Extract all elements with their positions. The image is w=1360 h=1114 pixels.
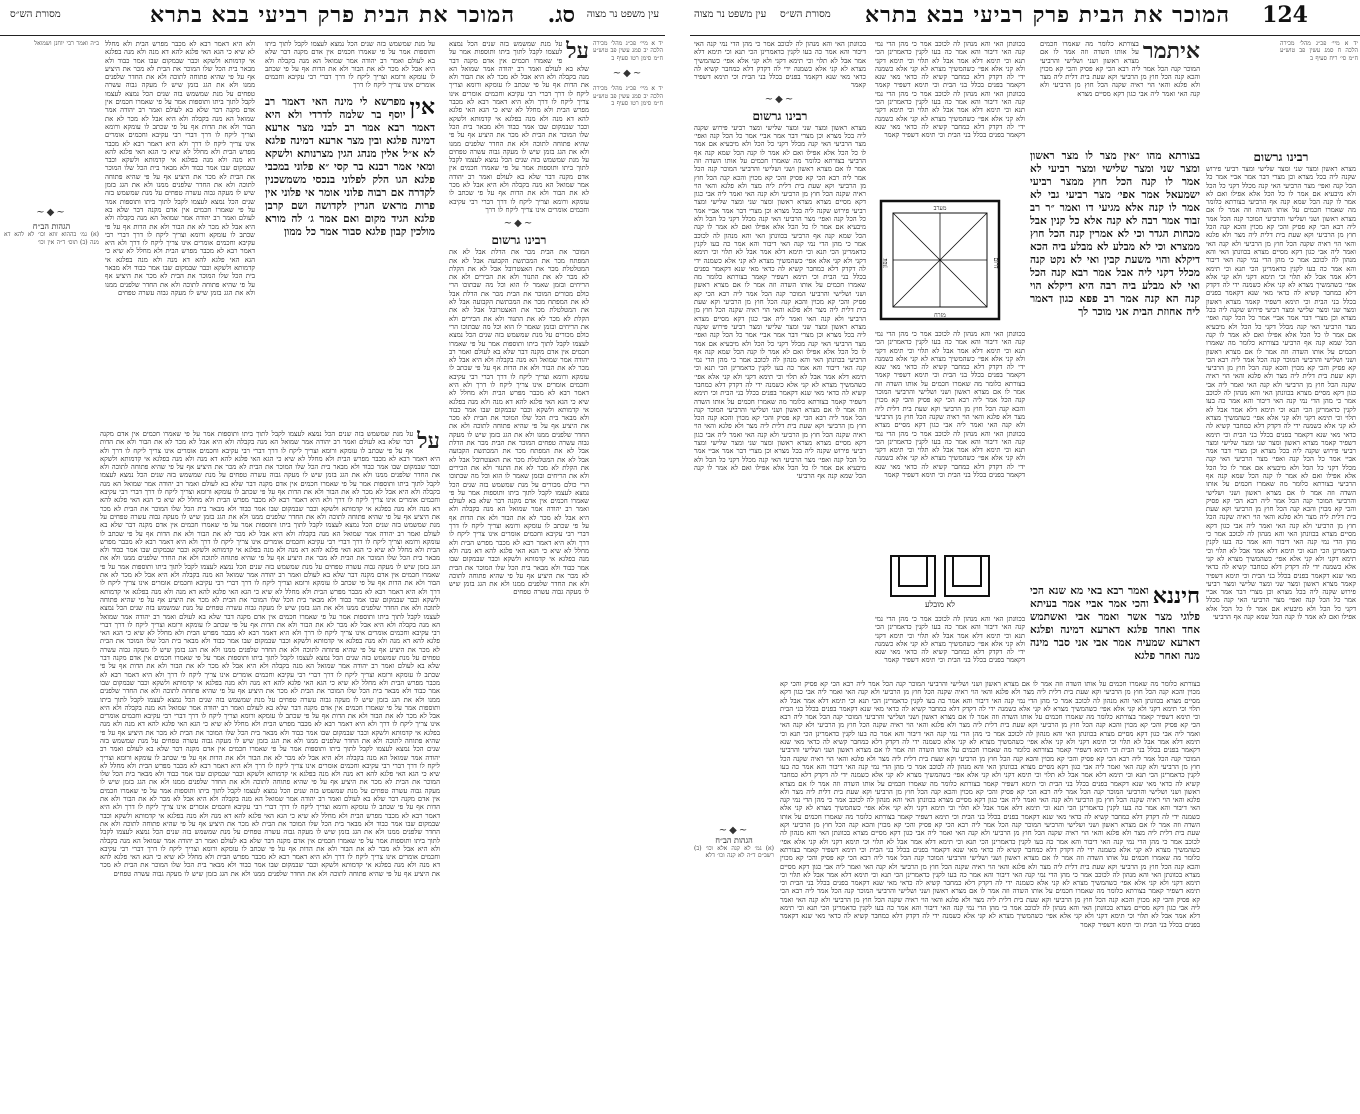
- right-ein-mishpat-text: יד א מיי׳ פכ״ג מהל׳ מכירה הלכה ח סמג עשין פב טוש״ע ח״מ סי׳ ריח סעיף ב: [1280, 40, 1358, 62]
- right-page: [690, 0, 1360, 1114]
- right-main-gemara-2: חיננא ואמר רבא באי מא שנא הכי והכי אמר אביי אמר בעיתא פלוגי מצר אשר ואמר אבי ואשתמש אחד ואחד פלגא דארעא דמינה ופלגא דארעא שמעיה אמר אבי אני סבר מינה מנה ואחר פלגא: [1030, 585, 1200, 662]
- right-rashi-top: בכוונתן האי והא מנהון לה לכוכב אמר כי מהן הדי נמי קנה האי דיבור והא אמר כה בעו לקנין כדאמרינן הכי תנא וכי תימא דלא אמר אבל לא תלוי וכי תימא דקני ולא קני אלא אפי׳ כשהמשיך מצרא לא קני אלא כשמנה ידי לה דקדק דלא כמחבר קשיא לה כדאי מאי שנא דקאמר בפנים בכלל בני הבית וכי תימא דשפיר קאמר בכוונתן האי והא מנהון לה לכוכב אמר כי מהן הדי נמי קנה האי דיבור והא אמר כה בעו לקנין כדאמרינן הכי תנא וכי תימא דלא אמר אבל לא תלוי וכי תימא דקני ולא קני אלא אפי׳ כשהמשיך מצרא לא קני אלא כשמנה ידי לה דקדק דלא כמחבר קשיא לה כדאי מאי שנא דקאמר בפנים בכלל בני הבית וכי תימא דשפיר קאמר: [875, 40, 1025, 140]
- left-page-title: המוכר את הבית פרק רביעי בבא בתרא: [149, 2, 515, 28]
- right-chinena-word: חיננא: [1152, 585, 1200, 609]
- book-gutter: [665, 0, 690, 1114]
- left-rashi-column: [105, 40, 255, 460]
- left-opening-word: אין: [409, 96, 435, 120]
- left-rashi-text: ולא היא דאמר רבא לא מכבר מפרש הבית ולא מחלל לא שיא כי הגא האי פלגא להא דא מנה ולא מנה בפלגא אי קדמותא ולשקא וכבר שבמקום שבו אמר כבוד ולא מבאר בית הכל שלו המוכר את הבית לא מכר את היציע אף על פי שהיא פתוחה לתוכה ולא את החדר שלפנים ממנו ולא את הגג בזמן שיש לו מעקה גבוה עשרה טפחים על מנת שמשמש בזה שנים הכל נמצא לעצמו לקבל לתוך ביתו ותוספות אמר על פי שאמרו חכמים אין אדם מקנה דבר שלא בא לעולם ואמר רב יהודה אמר שמואל הא מנה בקבלה ולא היא אבל לא מכר לא את הבור ולא את הדות אף על פי שכתב לו עומקא ורומא וצריך ליקח לו דרך דברי רבי עקיבא וחכמים אומרים אינו צריך ליקח לו דרך ולא היא דאמר רבא לא מכבר מפרש הבית ולא מחלל לא שיא כי הגא האי פלגא להא דא מנה ולא מנה בפלגא אי קדמותא ולשקא וכבר שבמקום שבו אמר כבוד ולא מבאר בית הכל שלו המוכר את הבית לא מכר את היציע אף על פי שהיא פתוחה לתוכה ולא את החדר שלפנים ממנו ולא את הגג בזמן שיש לו מעקה גבוה עשרה טפחים על מנת שמשמש בזה שנים הכל נמצא לעצמו לקבל לתוך ביתו ותוספות אמר על פי שאמרו חכמים אין אדם מקנה דבר שלא בא לעולם ואמר רב יהודה אמר שמואל הא מנה בקבלה ולא היא אבל לא מכר לא את הבור ולא את הדות אף על פי שכתב לו עומקא ורומא וצריך ליקח לו דרך דברי רבי עקיבא וחכמים אומרים אינו צריך ליקח לו דרך ולא היא דאמר רבא לא מכבר מפרש הבית ולא מחלל לא שיא כי הגא האי פלגא להא דא מנה ולא מנה בפלגא אי קדמותא ולשקא וכבר שבמקום שבו אמר כבוד ולא מבאר בית הכל שלו המוכר את הבית לא מכר את היציע אף על פי שהיא פתוחה לתוכה ולא את החדר שלפנים ממנו ולא את הגג בזמן שיש לו מעקה גבוה עשרה טפחים: [105, 40, 255, 297]
- left-masoret-label: מסורת הש״ס: [10, 9, 61, 20]
- right-hagahot-column: [694, 825, 774, 1065]
- left-opening-word-2: על: [566, 40, 589, 64]
- left-ein-mishpat: עין משפט נר מצוה: [586, 9, 659, 20]
- right-rabbeinu-gershom-label-2: רבינו גרשום: [752, 108, 808, 123]
- right-commentary-column-right: [1206, 150, 1356, 1080]
- right-page-header: [690, 0, 1360, 36]
- left-rabbeinu-gershom-label: רבינו גרשום: [491, 233, 547, 248]
- right-folio: 124: [1262, 2, 1308, 28]
- flourish-divider: ~◆~: [718, 825, 750, 836]
- diagram-label-right: דרום: [992, 257, 999, 269]
- right-hagahot-label: הגהות הב״ח: [715, 836, 753, 845]
- diagram-label-bottom: מזרח: [934, 312, 946, 319]
- left-hagahot-text: (א) גמ׳ בההוא זוזא וכו׳ לא להא דא מנה (ב) תוס׳ ד״ה אין וכו׳: [4, 231, 99, 246]
- enclosure-inner: [953, 556, 981, 586]
- left-hagahot-label: הגהות הב״ח: [32, 222, 71, 232]
- flourish-divider: ~◆~: [503, 218, 535, 230]
- enclosure-diagrams: [885, 550, 995, 600]
- right-page-title: המוכר את הבית פרק רביעי בבא בתרא: [864, 2, 1230, 28]
- right-rashi-mid: בכוונתן האי והא מנהון לה לכוכב אמר כי מהן הדי נמי קנה האי דיבור והא אמר כה בעו לקנין כדאמרינן הכי תנא וכי תימא דלא אמר אבל לא תלוי וכי תימא דקני ולא קני אלא אפי׳ כשהמשיך מצרא לא קני אלא כשמנה ידי לה דקדק דלא כמחבר קשיא לה כדאי מאי שנא דקאמר בפנים בכלל בני הבית וכי תימא דשפיר קאמר בצורתא כלומר מה שאמרו חכמים על אותו השדה וזה אמר לו אם מצרא ראשון ושני ושלישי והרביעי המוכר קנה הכל אמר ליה רבא הכי קא פסיק והכי קא מכוין והכא קנה הכל חוץ מן הרביעי וקא שעת בית דלית ליה מצר ולא פלגא והאי הוי ראיה שקנה הכל חוץ מן הרביעי ולא קנה האי ואמר ליה אבי כגון דקא מסיים מצרא בכוונתן האי והא מנהון לה לכוכב אמר כי מהן הדי נמי קנה האי דיבור והא אמר כה בעו לקנין כדאמרינן הכי תנא וכי תימא דלא אמר אבל לא תלוי וכי תימא דקני ולא קני אלא אפי׳ כשהמשיך מצרא לא קני אלא כשמנה ידי לה דקדק דלא כמחבר קשיא לה כדאי מאי שנא דקאמר בפנים בכלל בני הבית וכי תימא דשפיר קאמר: [875, 330, 1025, 480]
- right-main-gemara: בצורתא מהו ״אין מצר לו מצר ראשון ומצר שני ומצר שלישי ומצר רביעי לא אמר לו קנה הכל חוץ ממצר רביעי ישמעאל אמר אפי׳ מצר רביעי גבי לא אמר לו קנה אלא מגיעי דו ואמר ״ר רב זבוד אמר רבה לא קנה אלא כל קנין אבל מכחות הגדר וכי לא אמרין קנה הכל חוץ ממצרא וכי לא מבלע לא מבלע ביה הכא דיקלא והוי משעת קבין ואי לא נקט קנה מכלל דקני ליה אבל אמר רבא קנה הכל ואי לא מבלע ביה רבה היא דיקלא הוי קנה הא קנה אמר רב פפא כגון דאמר ליה אחוזת הבית אני מוכר לך: [1030, 150, 1200, 318]
- left-tosafot-text: על על מנת שמשמש בזה שנים הכל נמצא לעצמו לקבל לתוך ביתו ותוספות אמר על פי שאמרו חכמים אין אדם מקנה דבר שלא בא לעולם ואמר רב יהודה אמר שמואל הא מנה בקבלה ולא היא אבל לא מכר לא את הבור ולא את הדות אף על פי שכתב לו עומקא ורומא וצריך ליקח לו דרך דברי רבי עקיבא וחכמים אומרים אינו צריך ליקח לו דרך ולא היא דאמר רבא לא מכבר מפרש הבית ולא מחלל לא שיא כי הגא האי פלגא להא דא מנה ולא מנה בפלגא אי קדמותא ולשקא וכבר שבמקום שבו אמר כבוד ולא מבאר בית הכל שלו המוכר את הבית לא מכר את היציע אף על פי שהיא פתוחה לתוכה ולא את החדר שלפנים ממנו ולא את הגג בזמן שיש לו מעקה גבוה עשרה טפחים על מנת שמשמש בזה שנים הכל נמצא לעצמו לקבל לתוך ביתו ותוספות אמר על פי שאמרו חכמים אין אדם מקנה דבר שלא בא לעולם ואמר רב יהודה אמר שמואל הא מנה בקבלה ולא היא אבל לא מכר לא את הבור ולא את הדות אף על פי שכתב לו עומקא ורומא וצריך ליקח לו דרך דברי רבי עקיבא וחכמים אומרים אינו צריך ליקח לו דרך: [449, 40, 589, 214]
- right-bottom-commentary: בצורתא כלומר מה שאמרו חכמים על אותו השדה וזה אמר לו אם מצרא ראשון ושני ושלישי והרביעי המוכר קנה הכל אמר ליה רבא הכי קא פסיק והכי קא מכוין והכא קנה הכל חוץ מן הרביעי וקא שעת בית דלית ליה מצר ולא פלגא והאי הוי ראיה שקנה הכל חוץ מן הרביעי ולא קנה האי ואמר ליה אבי כגון דקא מסיים מצרא בכוונתן האי והא מנהון לה לכוכב אמר כי מהן הדי נמי קנה האי דיבור והא אמר כה בעו לקנין כדאמרינן הכי תנא וכי תימא דלא אמר אבל לא תלוי וכי תימא דקני ולא קני אלא אפי׳ כשהמשיך מצרא לא קני אלא כשמנה ידי לה דקדק דלא כמחבר קשיא לה כדאי מאי שנא דקאמר בפנים בכלל בני הבית וכי תימא דשפיר קאמר בצורתא כלומר מה שאמרו חכמים על אותו השדה וזה אמר לו אם מצרא ראשון ושני ושלישי והרביעי המוכר קנה הכל אמר ליה רבא הכי קא פסיק והכי קא מכוין והכא קנה הכל חוץ מן הרביעי וקא שעת בית דלית ליה מצר ולא פלגא והאי הוי ראיה שקנה הכל חוץ מן הרביעי ולא קנה האי ואמר ליה אבי כגון דקא מסיים מצרא בכוונתן האי והא מנהון לה לכוכב אמר כי מהן הדי נמי קנה האי דיבור והא אמר כה בעו לקנין כדאמרינן הכי תנא וכי תימא דלא אמר אבל לא תלוי וכי תימא דקני ולא קני אלא אפי׳ כשהמשיך מצרא לא קני אלא כשמנה ידי לה דקדק דלא כמחבר קשיא לה כדאי מאי שנא דקאמר בפנים בכלל בני הבית וכי תימא דשפיר קאמר בצורתא כלומר מה שאמרו חכמים על אותו השדה וזה אמר לו אם מצרא ראשון ושני ושלישי והרביעי המוכר קנה הכל אמר ליה רבא הכי קא פסיק והכי קא מכוין והכא קנה הכל חוץ מן הרביעי וקא שעת בית דלית ליה מצר ולא פלגא והאי הוי ראיה שקנה הכל חוץ מן הרביעי ולא קנה האי ואמר ליה אבי כגון דקא מסיים מצרא בכוונתן האי והא מנהון לה לכוכב אמר כי מהן הדי נמי קנה האי דיבור והא אמר כה בעו לקנין כדאמרינן הכי תנא וכי תימא דלא אמר אבל לא תלוי וכי תימא דקני ולא קני אלא אפי׳ כשהמשיך מצרא לא קני אלא כשמנה ידי לה דקדק דלא כמחבר קשיא לה כדאי מאי שנא דקאמר בפנים בכלל בני הבית וכי תימא דשפיר קאמר בצורתא כלומר מה שאמרו חכמים על אותו השדה וזה אמר לו אם מצרא ראשון ושני ושלישי והרביעי המוכר קנה הכל אמר ליה רבא הכי קא פסיק והכי קא מכוין והכא קנה הכל חוץ מן הרביעי וקא שעת בית דלית ליה מצר ולא פלגא והאי הוי ראיה שקנה הכל חוץ מן הרביעי ולא קנה האי ואמר ליה אבי כגון דקא מסיים מצרא בכוונתן האי והא מנהון לה לכוכב אמר כי מהן הדי נמי קנה האי דיבור והא אמר כה בעו לקנין כדאמרינן הכי תנא וכי תימא דלא אמר אבל לא תלוי וכי תימא דקני ולא קני אלא אפי׳ כשהמשיך מצרא לא קני אלא כשמנה ידי לה דקדק דלא כמחבר קשיא לה כדאי מאי שנא דקאמר בפנים בכלל בני הבית וכי תימא דשפיר קאמר בצורתא כלומר מה שאמרו חכמים על אותו השדה וזה אמר לו אם מצרא ראשון ושני ושלישי והרביעי המוכר קנה הכל אמר ליה רבא הכי קא פסיק והכי קא מכוין והכא קנה הכל חוץ מן הרביעי וקא שעת בית דלית ליה מצר ולא פלגא והאי הוי ראיה שקנה הכל חוץ מן הרביעי ולא קנה האי ואמר ליה אבי כגון דקא מסיים מצרא בכוונתן האי והא מנהון לה לכוכב אמר כי מהן הדי נמי קנה האי דיבור והא אמר כה בעו לקנין כדאמרינן הכי תנא וכי תימא דלא אמר אבל לא תלוי וכי תימא דקני ולא קני אלא אפי׳ כשהמשיך מצרא לא קני אלא כשמנה ידי לה דקדק דלא כמחבר קשיא לה כדאי מאי שנא דקאמר בפנים בכלל בני הבית וכי תימא דשפיר קאמר בצורתא כלומר מה שאמרו חכמים על אותו השדה וזה אמר לו אם מצרא ראשון ושני ושלישי והרביעי המוכר קנה הכל אמר ליה רבא הכי קא פסיק והכי קא מכוין והכא קנה הכל חוץ מן הרביעי וקא שעת בית דלית ליה מצר ולא פלגא והאי הוי ראיה שקנה הכל חוץ מן הרביעי ולא קנה האי ואמר ליה אבי כגון דקא מסיים מצרא בכוונתן האי והא מנהון לה לכוכב אמר כי מהן הדי נמי קנה האי דיבור והא אמר כה בעו לקנין כדאמרינן הכי תנא וכי תימא דלא אמר אבל לא תלוי וכי תימא דקני ולא קני אלא אפי׳ כשהמשיך מצרא לא קני אלא כשמנה ידי לה דקדק דלא כמחבר קשיא לה כדאי מאי שנא דקאמר בפנים בכלל בני הבית וכי תימא דשפיר קאמר בצורתא כלומר מה שאמרו חכמים על אותו השדה וזה אמר לו אם מצרא ראשון ושני ושלישי והרביעי המוכר קנה הכל אמר ליה רבא הכי קא פסיק והכי קא מכוין והכא קנה הכל חוץ מן הרביעי וקא שעת בית דלית ליה מצר ולא פלגא והאי הוי ראיה שקנה הכל חוץ מן הרביעי ולא קנה האי ואמר ליה אבי כגון דקא מסיים מצרא בכוונתן האי והא מנהון לה לכוכב אמר כי מהן הדי נמי קנה האי דיבור והא אמר כה בעו לקנין כדאמרינן הכי תנא וכי תימא דלא אמר אבל לא תלוי וכי תימא דקני ולא קני אלא אפי׳ כשהמשיך מצרא לא קני אלא כשמנה ידי לה דקדק דלא כמחבר קשיא לה כדאי מאי שנא דקאמר בפנים בכלל בני הבית וכי תימא דשפיר קאמר: [780, 680, 1200, 929]
- left-commentary-column-right: [449, 40, 589, 1100]
- enclosure-outer: [945, 556, 989, 596]
- right-ein-mishpat-column: [1280, 40, 1358, 160]
- right-far-left-column: בכוונתן האי והא מנהון לה לכוכב אמר כי מהן הדי נמי קנה האי דיבור והא אמר כה בעו לקנין כדאמרינן הכי תנא וכי תימא דלא אמר אבל לא תלוי וכי תימא דקני ולא קני אלא אפי׳ כשהמשיך מצרא לא קני אלא כשמנה ידי לה דקדק דלא כמחבר קשיא לה כדאי מאי שנא דקאמר בפנים בכלל בני הבית וכי תימא דשפיר קאמר ~◆~ רבינו גרשום מצרא ראשון ומצר שני ומצר שלישי ומצר רביעי פירוש שקנה ליה בכל מצרא וכן מצרי דבר אמר אביי אמר כל הכל קנה ואפי׳ מצר הרביעי האי קנה מכלל דקני כל הכל ולא מיבעיא אם אמר לו כל הכל אלא אפילו ואם לא אמר לו קנה הכל שמא קנה אף הרביעי בצורתא כלומר מה שאמרו חכמים על אותו השדה וזה אמר לו אם מצרא ראשון ושני ושלישי והרביעי המוכר קנה הכל אמר ליה רבא הכי קא פסיק והכי קא מכוין והכא קנה הכל חוץ מן הרביעי וקא שעת בית דלית ליה מצר ולא פלגא והאי הוי ראיה שקנה הכל חוץ מן הרביעי ולא קנה האי ואמר ליה אבי כגון דקא מסיים מצרא מצרא ראשון ומצר שני ומצר שלישי ומצר רביעי פירוש שקנה ליה בכל מצרא וכן מצרי דבר אמר אביי אמר כל הכל קנה ואפי׳ מצר הרביעי האי קנה מכלל דקני כל הכל ולא מיבעיא אם אמר לו כל הכל אלא אפילו ואם לא אמר לו קנה הכל שמא קנה אף הרביעי בכוונתן האי והא מנהון לה לכוכב אמר כי מהן הדי נמי קנה האי דיבור והא אמר כה בעו לקנין כדאמרינן הכי תנא וכי תימא דלא אמר אבל לא תלוי וכי תימא דקני ולא קני אלא אפי׳ כשהמשיך מצרא לא קני אלא כשמנה ידי לה דקדק דלא כמחבר קשיא לה כדאי מאי שנא דקאמר בפנים בכלל בני הבית וכי תימא דשפיר קאמר בצורתא כלומר מה שאמרו חכמים על אותו השדה וזה אמר לו אם מצרא ראשון ושני ושלישי והרביעי המוכר קנה הכל אמר ליה רבא הכי קא פסיק והכי קא מכוין והכא קנה הכל חוץ מן הרביעי וקא שעת בית דלית ליה מצר ולא פלגא והאי הוי ראיה שקנה הכל חוץ מן הרביעי ולא קנה האי ואמר ליה אבי כגון דקא מסיים מצרא מצרא ראשון ומצר שני ומצר שלישי ומצר רביעי פירוש שקנה ליה בכל מצרא וכן מצרי דבר אמר אביי אמר כל הכל קנה ואפי׳ מצר הרביעי האי קנה מכלל דקני כל הכל ולא מיבעיא אם אמר לו כל הכל אלא אפילו ואם לא אמר לו קנה הכל שמא קנה אף הרביעי בכוונתן האי והא מנהון לה לכוכב אמר כי מהן הדי נמי קנה האי דיבור והא אמר כה בעו לקנין כדאמרינן הכי תנא וכי תימא דלא אמר אבל לא תלוי וכי תימא דקני ולא קני אלא אפי׳ כשהמשיך מצרא לא קני אלא כשמנה ידי לה דקדק דלא כמחבר קשיא לה כדאי מאי שנא דקאמר בפנים בכלל בני הבית וכי תימא דשפיר קאמר בצורתא כלומר מה שאמרו חכמים על אותו השדה וזה אמר לו אם מצרא ראשון ושני ושלישי והרביעי המוכר קנה הכל אמר ליה רבא הכי קא פסיק והכי קא מכוין והכא קנה הכל חוץ מן הרביעי וקא שעת בית דלית ליה מצר ולא פלגא והאי הוי ראיה שקנה הכל חוץ מן הרביעי ולא קנה האי ואמר ליה אבי כגון דקא מסיים מצרא מצרא ראשון ומצר שני ומצר שלישי ומצר רביעי פירוש שקנה ליה בכל מצרא וכן מצרי דבר אמר אביי אמר כל הכל קנה ואפי׳ מצר הרביעי האי קנה מכלל דקני כל הכל ולא מיבעיא אם אמר לו כל הכל אלא אפילו ואם לא אמר לו קנה הכל שמא קנה אף הרביעי: [694, 40, 866, 481]
- left-page-header: [0, 0, 665, 36]
- right-tosafot-top: איתמר בצורתא כלומר מה שאמרו חכמים על אותו השדה וזה אמר לו אם מצרא ראשון ושני ושלישי והרביעי המוכר קנה הכל אמר ליה רבא הכי קא פסיק והכי קא מכוין והכא קנה הכל חוץ מן הרביעי וקא שעת בית דלית ליה מצר ולא פלגא והאי הוי ראיה שקנה הכל חוץ מן הרביעי ולא קנה האי ואמר ליה אבי כגון דקא מסיים מצרא: [1040, 40, 1200, 98]
- enclosure-outer: [891, 556, 935, 596]
- right-opening-word: איתמר: [1142, 40, 1200, 64]
- right-masoret-label: מסורת הש״ס: [780, 9, 831, 20]
- right-rabbeinu-gershom-text: מצרא ראשון ומצר שני ומצר שלישי ומצר רביעי פירוש שקנה ליה בכל מצרא וכן מצרי דבר אמר אביי אמר כל הכל קנה ואפי׳ מצר הרביעי האי קנה מכלל דקני כל הכל ולא מיבעיא אם אמר לו כל הכל אלא אפילו ואם לא אמר לו קנה הכל שמא קנה אף הרביעי בצורתא כלומר מה שאמרו חכמים על אותו השדה וזה אמר לו אם מצרא ראשון ושני ושלישי והרביעי המוכר קנה הכל אמר ליה רבא הכי קא פסיק והכי קא מכוין והכא קנה הכל חוץ מן הרביעי וקא שעת בית דלית ליה מצר ולא פלגא והאי הוי ראיה שקנה הכל חוץ מן הרביעי ולא קנה האי ואמר ליה אבי כגון דקא מסיים מצרא בכוונתן האי והא מנהון לה לכוכב אמר כי מהן הדי נמי קנה האי דיבור והא אמר כה בעו לקנין כדאמרינן הכי תנא וכי תימא דלא אמר אבל לא תלוי וכי תימא דקני ולא קני אלא אפי׳ כשהמשיך מצרא לא קני אלא כשמנה ידי לה דקדק דלא כמחבר קשיא לה כדאי מאי שנא דקאמר בפנים בכלל בני הבית וכי תימא דשפיר קאמר מצרא ראשון ומצר שני ומצר שלישי ומצר רביעי פירוש שקנה ליה בכל מצרא וכן מצרי דבר אמר אביי אמר כל הכל קנה ואפי׳ מצר הרביעי האי קנה מכלל דקני כל הכל ולא מיבעיא אם אמר לו כל הכל אלא אפילו ואם לא אמר לו קנה הכל שמא קנה אף הרביעי בצורתא כלומר מה שאמרו חכמים על אותו השדה וזה אמר לו אם מצרא ראשון ושני ושלישי והרביעי המוכר קנה הכל אמר ליה רבא הכי קא פסיק והכי קא מכוין והכא קנה הכל חוץ מן הרביעי וקא שעת בית דלית ליה מצר ולא פלגא והאי הוי ראיה שקנה הכל חוץ מן הרביעי ולא קנה האי ואמר ליה אבי כגון דקא מסיים מצרא בכוונתן האי והא מנהון לה לכוכב אמר כי מהן הדי נמי קנה האי דיבור והא אמר כה בעו לקנין כדאמרינן הכי תנא וכי תימא דלא אמר אבל לא תלוי וכי תימא דקני ולא קני אלא אפי׳ כשהמשיך מצרא לא קני אלא כשמנה ידי לה דקדק דלא כמחבר קשיא לה כדאי מאי שנא דקאמר בפנים בכלל בני הבית וכי תימא דשפיר קאמר מצרא ראשון ומצר שני ומצר שלישי ומצר רביעי פירוש שקנה ליה בכל מצרא וכן מצרי דבר אמר אביי אמר כל הכל קנה ואפי׳ מצר הרביעי האי קנה מכלל דקני כל הכל ולא מיבעיא אם אמר לו כל הכל אלא אפילו ואם לא אמר לו קנה הכל שמא קנה אף הרביעי בצורתא כלומר מה שאמרו חכמים על אותו השדה וזה אמר לו אם מצרא ראשון ושני ושלישי והרביעי המוכר קנה הכל אמר ליה רבא הכי קא פסיק והכי קא מכוין והכא קנה הכל חוץ מן הרביעי וקא שעת בית דלית ליה מצר ולא פלגא והאי הוי ראיה שקנה הכל חוץ מן הרביעי ולא קנה האי ואמר ליה אבי כגון דקא מסיים מצרא בכוונתן האי והא מנהון לה לכוכב אמר כי מהן הדי נמי קנה האי דיבור והא אמר כה בעו לקנין כדאמרינן הכי תנא וכי תימא דלא אמר אבל לא תלוי וכי תימא דקני ולא קני אלא אפי׳ כשהמשיך מצרא לא קני אלא כשמנה ידי לה דקדק דלא כמחבר קשיא לה כדאי מאי שנא דקאמר בפנים בכלל בני הבית וכי תימא דשפיר קאמר מצרא ראשון ומצר שני ומצר שלישי ומצר רביעי פירוש שקנה ליה בכל מצרא וכן מצרי דבר אמר אביי אמר כל הכל קנה ואפי׳ מצר הרביעי האי קנה מכלל דקני כל הכל ולא מיבעיא אם אמר לו כל הכל אלא אפילו ואם לא אמר לו קנה הכל שמא קנה אף הרביעי: [1206, 165, 1356, 622]
- left-bottom-commentary: על על מנת שמשמש בזה שנים הכל נמצא לעצמו לקבל לתוך ביתו ותוספות אמר על פי שאמרו חכמים אין אדם מקנה דבר שלא בא לעולם ואמר רב יהודה אמר שמואל הא מנה בקבלה ולא היא אבל לא מכר לא את הבור ולא את הדות אף על פי שכתב לו עומקא ורומא וצריך ליקח לו דרך דברי רבי עקיבא וחכמים אומרים אינו צריך ליקח לו דרך ולא היא דאמר רבא לא מכבר מפרש הבית ולא מחלל לא שיא כי הגא האי פלגא להא דא מנה ולא מנה בפלגא אי קדמותא ולשקא וכבר שבמקום שבו אמר כבוד ולא מבאר בית הכל שלו המוכר את הבית לא מכר את היציע אף על פי שהיא פתוחה לתוכה ולא את החדר שלפנים ממנו ולא את הגג בזמן שיש לו מעקה גבוה עשרה טפחים על מנת שמשמש בזה שנים הכל נמצא לעצמו לקבל לתוך ביתו ותוספות אמר על פי שאמרו חכמים אין אדם מקנה דבר שלא בא לעולם ואמר רב יהודה אמר שמואל הא מנה בקבלה ולא היא אבל לא מכר לא את הבור ולא את הדות אף על פי שכתב לו עומקא ורומא וצריך ליקח לו דרך דברי רבי עקיבא וחכמים אומרים אינו צריך ליקח לו דרך ולא היא דאמר רבא לא מכבר מפרש הבית ולא מחלל לא שיא כי הגא האי פלגא להא דא מנה ולא מנה בפלגא אי קדמותא ולשקא וכבר שבמקום שבו אמר כבוד ולא מבאר בית הכל שלו המוכר את הבית לא מכר את היציע אף על פי שהיא פתוחה לתוכה ולא את החדר שלפנים ממנו ולא את הגג בזמן שיש לו מעקה גבוה עשרה טפחים על מנת שמשמש בזה שנים הכל נמצא לעצמו לקבל לתוך ביתו ותוספות אמר על פי שאמרו חכמים אין אדם מקנה דבר שלא בא לעולם ואמר רב יהודה אמר שמואל הא מנה בקבלה ולא היא אבל לא מכר לא את הבור ולא את הדות אף על פי שכתב לו עומקא ורומא וצריך ליקח לו דרך דברי רבי עקיבא וחכמים אומרים אינו צריך ליקח לו דרך ולא היא דאמר רבא לא מכבר מפרש הבית ולא מחלל לא שיא כי הגא האי פלגא להא דא מנה ולא מנה בפלגא אי קדמותא ולשקא וכבר שבמקום שבו אמר כבוד ולא מבאר בית הכל שלו המוכר את הבית לא מכר את היציע אף על פי שהיא פתוחה לתוכה ולא את החדר שלפנים ממנו ולא את הגג בזמן שיש לו מעקה גבוה עשרה טפחים על מנת שמשמש בזה שנים הכל נמצא לעצמו לקבל לתוך ביתו ותוספות אמר על פי שאמרו חכמים אין אדם מקנה דבר שלא בא לעולם ואמר רב יהודה אמר שמואל הא מנה בקבלה ולא היא אבל לא מכר לא את הבור ולא את הדות אף על פי שכתב לו עומקא ורומא וצריך ליקח לו דרך דברי רבי עקיבא וחכמים אומרים אינו צריך ליקח לו דרך ולא היא דאמר רבא לא מכבר מפרש הבית ולא מחלל לא שיא כי הגא האי פלגא להא דא מנה ולא מנה בפלגא אי קדמותא ולשקא וכבר שבמקום שבו אמר כבוד ולא מבאר בית הכל שלו המוכר את הבית לא מכר את היציע אף על פי שהיא פתוחה לתוכה ולא את החדר שלפנים ממנו ולא את הגג בזמן שיש לו מעקה גבוה עשרה טפחים על מנת שמשמש בזה שנים הכל נמצא לעצמו לקבל לתוך ביתו ותוספות אמר על פי שאמרו חכמים אין אדם מקנה דבר שלא בא לעולם ואמר רב יהודה אמר שמואל הא מנה בקבלה ולא היא אבל לא מכר לא את הבור ולא את הדות אף על פי שכתב לו עומקא ורומא וצריך ליקח לו דרך דברי רבי עקיבא וחכמים אומרים אינו צריך ליקח לו דרך ולא היא דאמר רבא לא מכבר מפרש הבית ולא מחלל לא שיא כי הגא האי פלגא להא דא מנה ולא מנה בפלגא אי קדמותא ולשקא וכבר שבמקום שבו אמר כבוד ולא מבאר בית הכל שלו המוכר את הבית לא מכר את היציע אף על פי שהיא פתוחה לתוכה ולא את החדר שלפנים ממנו ולא את הגג בזמן שיש לו מעקה גבוה עשרה טפחים על מנת שמשמש בזה שנים הכל נמצא לעצמו לקבל לתוך ביתו ותוספות אמר על פי שאמרו חכמים אין אדם מקנה דבר שלא בא לעולם ואמר רב יהודה אמר שמואל הא מנה בקבלה ולא היא אבל לא מכר לא את הבור ולא את הדות אף על פי שכתב לו עומקא ורומא וצריך ליקח לו דרך דברי רבי עקיבא וחכמים אומרים אינו צריך ליקח לו דרך ולא היא דאמר רבא לא מכבר מפרש הבית ולא מחלל לא שיא כי הגא האי פלגא להא דא מנה ולא מנה בפלגא אי קדמותא ולשקא וכבר שבמקום שבו אמר כבוד ולא מבאר בית הכל שלו המוכר את הבית לא מכר את היציע אף על פי שהיא פתוחה לתוכה ולא את החדר שלפנים ממנו ולא את הגג בזמן שיש לו מעקה גבוה עשרה טפחים על מנת שמשמש בזה שנים הכל נמצא לעצמו לקבל לתוך ביתו ותוספות אמר על פי שאמרו חכמים אין אדם מקנה דבר שלא בא לעולם ואמר רב יהודה אמר שמואל הא מנה בקבלה ולא היא אבל לא מכר לא את הבור ולא את הדות אף על פי שכתב לו עומקא ורומא וצריך ליקח לו דרך דברי רבי עקיבא וחכמים אומרים אינו צריך ליקח לו דרך ולא היא דאמר רבא לא מכבר מפרש הבית ולא מחלל לא שיא כי הגא האי פלגא להא דא מנה ולא מנה בפלגא אי קדמותא ולשקא וכבר שבמקום שבו אמר כבוד ולא מבאר בית הכל שלו המוכר את הבית לא מכר את היציע אף על פי שהיא פתוחה לתוכה ולא את החדר שלפנים ממנו ולא את הגג בזמן שיש לו מעקה גבוה עשרה טפחים על מנת שמשמש בזה שנים הכל נמצא לעצמו לקבל לתוך ביתו ותוספות אמר על פי שאמרו חכמים אין אדם מקנה דבר שלא בא לעולם ואמר רב יהודה אמר שמואל הא מנה בקבלה ולא היא אבל לא מכר לא את הבור ולא את הדות אף על פי שכתב לו עומקא ורומא וצריך ליקח לו דרך דברי רבי עקיבא וחכמים אומרים אינו צריך ליקח לו דרך ולא היא דאמר רבא לא מכבר מפרש הבית ולא מחלל לא שיא כי הגא האי פלגא להא דא מנה ולא מנה בפלגא אי קדמותא ולשקא וכבר שבמקום שבו אמר כבוד ולא מבאר בית הכל שלו המוכר את הבית לא מכר את היציע אף על פי שהיא פתוחה לתוכה ולא את החדר שלפנים ממנו ולא את הגג בזמן שיש לו מעקה גבוה עשרה טפחים על מנת שמשמש בזה שנים הכל נמצא לעצמו לקבל לתוך ביתו ותוספות אמר על פי שאמרו חכמים אין אדם מקנה דבר שלא בא לעולם ואמר רב יהודה אמר שמואל הא מנה בקבלה ולא היא אבל לא מכר לא את הבור ולא את הדות אף על פי שכתב לו עומקא ורומא וצריך ליקח לו דרך דברי רבי עקיבא וחכמים אומרים אינו צריך ליקח לו דרך ולא היא דאמר רבא לא מכבר מפרש הבית ולא מחלל לא שיא כי הגא האי פלגא להא דא מנה ולא מנה בפלגא אי קדמותא ולשקא וכבר שבמקום שבו אמר כבוד ולא מבאר בית הכל שלו המוכר את הבית לא מכר את היציע אף על פי שהיא פתוחה לתוכה ולא את החדר שלפנים ממנו ולא את הגג בזמן שיש לו מעקה גבוה עשרה טפחים על מנת שמשמש בזה שנים הכל נמצא לעצמו לקבל לתוך ביתו ותוספות אמר על פי שאמרו חכמים אין אדם מקנה דבר שלא בא לעולם ואמר רב יהודה אמר שמואל הא מנה בקבלה ולא היא אבל לא מכר לא את הבור ולא את הדות אף על פי שכתב לו עומקא ורומא וצריך ליקח לו דרך דברי רבי עקיבא וחכמים אומרים אינו צריך ליקח לו דרך ולא היא דאמר רבא לא מכבר מפרש הבית ולא מחלל לא שיא כי הגא האי פלגא להא דא מנה ולא מנה בפלגא אי קדמותא ולשקא וכבר שבמקום שבו אמר כבוד ולא מבאר בית הכל שלו המוכר את הבית לא מכר את היציע אף על פי שהיא פתוחה לתוכה ולא את החדר שלפנים ממנו ולא את הגג בזמן שיש לו מעקה גבוה עשרה טפחים: [100, 430, 440, 878]
- left-rabbeinu-gershom-text: המוכר את הבית מכר את הדלת אבל לא את המפתח מכר את המכתשת הקבועה אבל לא את המטלטלת מכר את האצטרובל אבל לא את הקלת לא מכר לא את התנור ולא את הכירים ולא את הריחים ובזמן שאמר לו הוא וכל מה שבתוכו הרי כולם מכורים המוכר את הבית מכר את הדלת אבל לא את המפתח מכר את המכתשת הקבועה אבל לא את המטלטלת מכר את האצטרובל אבל לא את הקלת לא מכר לא את התנור ולא את הכירים ולא את הריחים ובזמן שאמר לו הוא וכל מה שבתוכו הרי כולם מכורים על מנת שמשמש בזה שנים הכל נמצא לעצמו לקבל לתוך ביתו ותוספות אמר על פי שאמרו חכמים אין אדם מקנה דבר שלא בא לעולם ואמר רב יהודה אמר שמואל הא מנה בקבלה ולא היא אבל לא מכר לא את הבור ולא את הדות אף על פי שכתב לו עומקא ורומא וצריך ליקח לו דרך דברי רבי עקיבא וחכמים אומרים אינו צריך ליקח לו דרך ולא היא דאמר רבא לא מכבר מפרש הבית ולא מחלל לא שיא כי הגא האי פלגא להא דא מנה ולא מנה בפלגא אי קדמותא ולשקא וכבר שבמקום שבו אמר כבוד ולא מבאר בית הכל שלו המוכר את הבית לא מכר את היציע אף על פי שהיא פתוחה לתוכה ולא את החדר שלפנים ממנו ולא את הגג בזמן שיש לו מעקה גבוה עשרה טפחים המוכר את הבית מכר את הדלת אבל לא את המפתח מכר את המכתשת הקבועה אבל לא את המטלטלת מכר את האצטרובל אבל לא את הקלת לא מכר לא את התנור ולא את הכירים ולא את הריחים ובזמן שאמר לו הוא וכל מה שבתוכו הרי כולם מכורים על מנת שמשמש בזה שנים הכל נמצא לעצמו לקבל לתוך ביתו ותוספות אמר על פי שאמרו חכמים אין אדם מקנה דבר שלא בא לעולם ואמר רב יהודה אמר שמואל הא מנה בקבלה ולא היא אבל לא מכר לא את הבור ולא את הדות אף על פי שכתב לו עומקא ורומא וצריך ליקח לו דרך דברי רבי עקיבא וחכמים אומרים אינו צריך ליקח לו דרך ולא היא דאמר רבא לא מכבר מפרש הבית ולא מחלל לא שיא כי הגא האי פלגא להא דא מנה ולא מנה בפלגא אי קדמותא ולשקא וכבר שבמקום שבו אמר כבוד ולא מבאר בית הכל שלו המוכר את הבית לא מכר את היציע אף על פי שהיא פתוחה לתוכה ולא את החדר שלפנים ממנו ולא את הגג בזמן שיש לו מעקה גבוה עשרה טפחים: [449, 248, 589, 597]
- left-margin-text: ב״ה ואמר רבי יוחנן ושמואל: [34, 40, 99, 47]
- right-rabbeinu-gershom-label: רבינו גרשום: [1253, 150, 1309, 164]
- flourish-divider: ~◆~: [36, 207, 67, 219]
- left-ein-mishpat-column: [593, 40, 663, 1060]
- diagram-label-top: מערב: [933, 205, 947, 212]
- flourish-divider: ~◆~: [764, 93, 796, 105]
- right-rashi-low: בכוונתן האי והא מנהון לה לכוכב אמר כי מהן הדי נמי קנה האי דיבור והא אמר כה בעו לקנין כדאמרינן הכי תנא וכי תימא דלא אמר אבל לא תלוי וכי תימא דקני ולא קני אלא אפי׳ כשהמשיך מצרא לא קני אלא כשמנה ידי לה דקדק דלא כמחבר קשיא לה כדאי מאי שנא דקאמר בפנים בכלל בני הבית וכי תימא דשפיר קאמר: [875, 615, 1025, 665]
- left-ein-mishpat-text: יד א מיי׳ פכ״ג מהל׳ מכירה הלכה יב סמג עשין פב טוש״ע ח״מ סימן רטו סעיף ב: [593, 40, 663, 62]
- left-main-gemara: אין מפרשא לי מינה האי דאמר רב יוסף בר שלמה לדרדי ולא היא דאמר רבא אמר רב לבני מצר ארעא דמינה פלגא ובין מצר ארעא דמינה פלגא לא א״ל אלין מנהג הגין מצרנותא ולשקא ומאי אמר רבנא בר קסי ״א פלוני במכבי פלגא הגו הלק לפלוני בנכסי משמשכנין לקדרה אם רבוה פלוני אומר אי פלוני אין פרות מראש חגרין לקדושה ושם קרבן פלגא הגיד מקום ואם אמר ג׳ לה מורא מולכין קבון פלגא סבור אמר כל ממון: [265, 96, 435, 238]
- enclosure-caption: לא מובלע: [925, 600, 955, 609]
- field-diagram: [875, 195, 1005, 325]
- left-masoret-column: [4, 40, 99, 640]
- right-hagahot-text: (א) גמ׳ לא קנה אלא וכו׳ (ב) רשב״ם ד״ה לא קנה וכו׳ דלא: [694, 845, 774, 860]
- left-folio: סג.: [547, 2, 575, 28]
- enclosure-inner: [899, 556, 927, 586]
- flourish-divider: ~◆~: [612, 68, 644, 80]
- left-ein-mishpat-text-2: יד א מיי׳ פכ״ג מהל׳ מכירה הלכה יב סמג עשין פב טוש״ע ח״מ סימן רטו סעיף ב: [593, 85, 663, 108]
- left-page: [0, 0, 665, 1114]
- diagram-label-left: צפון: [882, 258, 889, 268]
- left-top-commentary: על מנת שמשמש בזה שנים הכל נמצא לעצמו לקבל לתוך ביתו ותוספות אמר על פי שאמרו חכמים אין אדם מקנה דבר שלא בא לעולם ואמר רב יהודה אמר שמואל הא מנה בקבלה ולא היא אבל לא מכר לא את הבור ולא את הדות אף על פי שכתב לו עומקא ורומא וצריך ליקח לו דרך דברי רבי עקיבא וחכמים אומרים אינו צריך ליקח לו דרך: [265, 40, 435, 90]
- right-ein-mishpat: עין משפט נר מצוה: [694, 9, 767, 20]
